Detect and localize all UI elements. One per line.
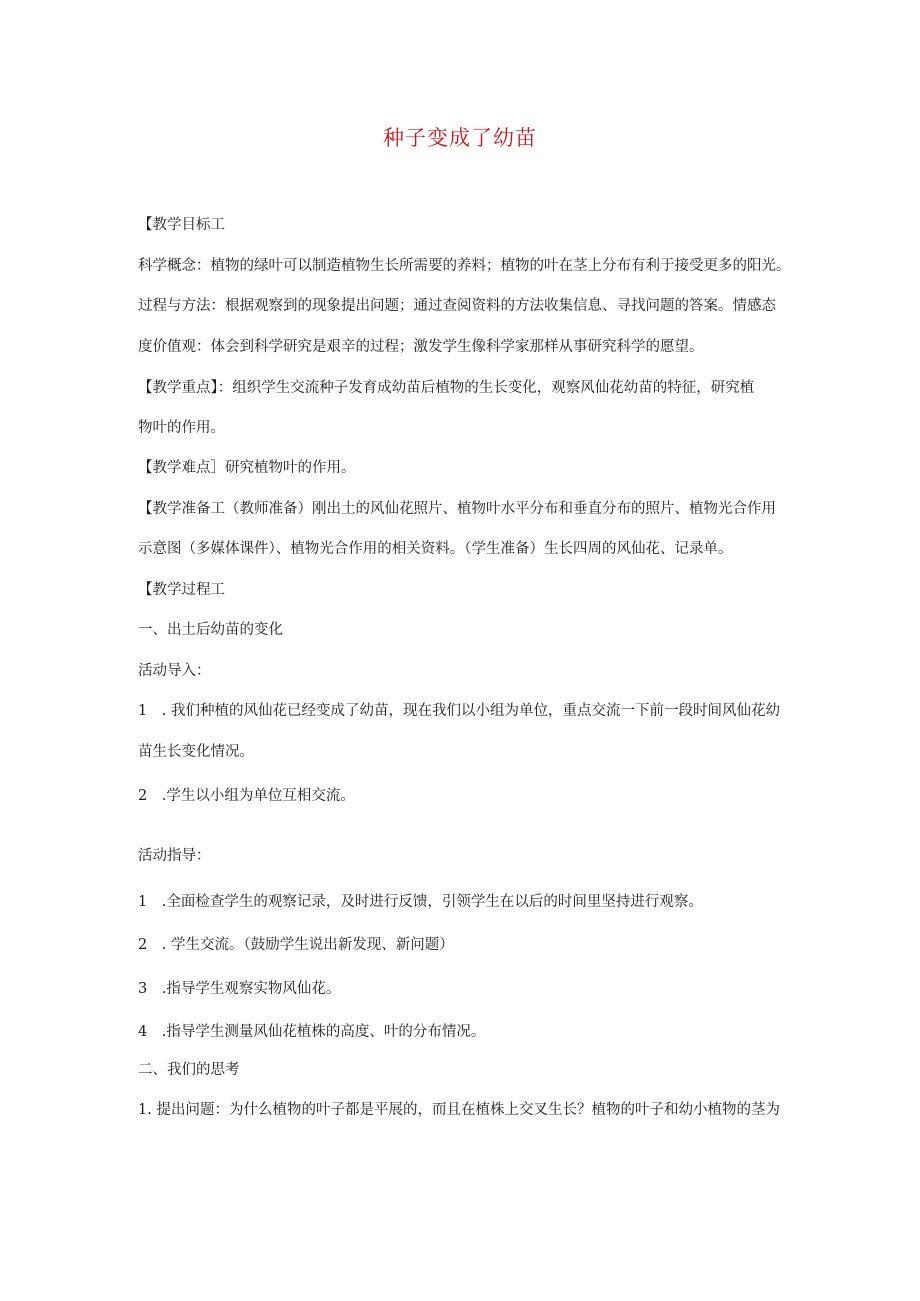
section-heading-difficulties: 【教学难点］研究植物叶的作用。 bbox=[138, 460, 356, 476]
subsection-heading: 二、我们的思考 bbox=[138, 1062, 240, 1078]
section-heading-objectives: 【教学目标工 bbox=[138, 217, 225, 233]
subsection-heading: 一、出土后幼苗的变化 bbox=[138, 622, 283, 638]
paragraph-line: 苗生长变化情况。 bbox=[138, 744, 254, 760]
list-item: 4 .指导学生测量风仙花植株的高度、叶的分布情况。 bbox=[138, 1024, 486, 1040]
list-item: 2 . 学生交流。（鼓励学生说出新发现、新问题） bbox=[138, 937, 454, 953]
list-item: 1 . 我们种植的风仙花已经变成了幼苗，现在我们以小组为单位，重点交流一下前一段时间风仙花幼 bbox=[138, 703, 780, 719]
activity-label: 活动指导： bbox=[138, 848, 211, 864]
section-heading-key-points: 【教学重点】：组织学生交流种子发育成幼苗后植物的生长变化，观察风仙花幼苗的特征，研究植 bbox=[138, 380, 755, 396]
paragraph-line: 物叶的作用。 bbox=[138, 420, 225, 436]
list-item: 3 .指导学生观察实物风仙花。 bbox=[138, 981, 341, 997]
activity-label: 活动导入： bbox=[138, 663, 211, 679]
paragraph-line: 示意图（多媒体课件）、植物光合作用的相关资料。（学生准备）生长四周的风仙花、记录单。 bbox=[138, 541, 733, 557]
list-item: 1 .全面检查学生的观察记录，及时进行反馈，引领学生在以后的时间里坚持进行观察。 bbox=[138, 894, 703, 910]
paragraph-line: 过程与方法：根据观察到的现象提出问题；通过查阅资料的方法收集信息、寻找问题的答案。情感态 bbox=[138, 298, 776, 314]
section-heading-process: 【教学过程工 bbox=[138, 582, 225, 598]
section-heading-preparation: 【教学准备工（教师准备）刚出土的风仙花照片、植物叶水平分布和垂直分布的照片、植物光合作用 bbox=[138, 501, 776, 517]
paragraph-line: 1. 提出问题：为什么植物的叶子都是平展的，而且在植株上交叉生长？植物的叶子和幼小植物的茎为 bbox=[138, 1102, 780, 1118]
page-title: 种子变成了幼苗 bbox=[383, 126, 537, 150]
list-item: 2 .学生以小组为单位互相交流。 bbox=[138, 788, 355, 804]
paragraph-line: 度价值观：体会到科学研究是艰辛的过程；激发学生像科学家那样从事研究科学的愿望。 bbox=[138, 339, 704, 355]
paragraph-line: 科学概念：植物的绿叶可以制造植物生长所需要的养料；植物的叶在茎上分布有利于接受更多的阳光。 bbox=[138, 258, 791, 274]
